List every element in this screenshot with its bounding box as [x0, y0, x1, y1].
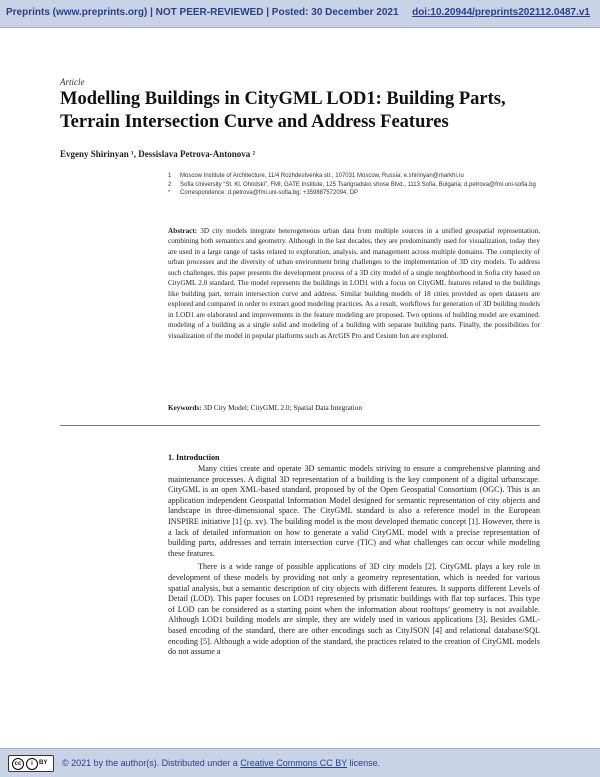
keywords — [168, 404, 540, 412]
doi-link[interactable]: doi:10.20944/preprints202112.0487.v1 — [412, 7, 590, 18]
body-paragraph: There is a wide range of possible applications of 3D city models [2]. CityGML plays a key role in development of these models by providing not only a geometry representation, which is needed for various spatial analysis, but a semantic description of city objects with different features. It supports different Levels of Detail (LOD). This paper focuses on LOD1 represented by prismatic buildings with flat top surfaces. This type of LOD can be considered as a starting point when the information about rooftops’ geometry is not available. Although LOD1 building models are simple, they are widely used in various applications [3]. Besides GML-based encoding of the standard, there are other encodings such as CityJSON [4] and relational database/SQL encoding [5]. Although a wide adoption of the standard, the practices related to the creation of CityGML models do not assume a — [168, 562, 540, 657]
section-heading: 1. Introduction — [168, 453, 220, 462]
attribution-icon: i — [26, 758, 38, 770]
keywords-text: 3D City Model; CityGML 2.0; Spatial Data Integration — [203, 404, 362, 412]
affiliation-item — [168, 189, 548, 198]
cc-license-badge[interactable] — [8, 755, 54, 772]
license-suffix: license. — [347, 758, 381, 768]
affiliation-item — [168, 172, 548, 181]
affiliation-item — [168, 181, 548, 190]
license-text — [62, 758, 380, 768]
preprint-header-bar — [0, 0, 600, 28]
paper-title: Modelling Buildings in CityGML LOD1: Building Parts, Terrain Intersection Curve and Address Features — [60, 89, 506, 132]
section-body — [168, 464, 540, 658]
cc-icon: cc — [12, 758, 24, 770]
affiliations-list — [168, 172, 548, 198]
preprint-status: Preprints (www.preprints.org) | NOT PEER-REVIEWED | Posted: 30 December 2021 — [6, 7, 399, 18]
body-paragraph: Many cities create and operate 3D semantic models striving to ensure a comprehensive planning and maintenance processes. A digital 3D representation of a building is the key component of a digital urbanscape. CityGML is an open XML-based standard, proposed by of the Open Geospatial Consortium (OGC). This is an application independent Geospatial Information Model designed for semantic representation of city objects and landscape in three-dimensional space. The CityGML standard is also a reference model in the European INSPIRE initiative [1] (p. xv). The building model is the most developed thematic concept [1]. However, there is a lack of detailed information on how to generate a valid CityGML model with a precise representation of building parts, addresses and terrain intersection curve (TIC) and what challenges can occur while modeling these features. — [168, 464, 540, 558]
affiliation-text: Sofia University “St. Kl. Ohridski”, FMI, GATE Institute, 125 Tsarigradsko shose Blvd., 1113 Sofia, Bulgaria; d.petrova@fmi.uni-sofia.bg — [180, 181, 536, 188]
keywords-label: Keywords: — [168, 404, 202, 412]
affiliation-text: Moscow Institute of Architecture, 11/4 Rozhdestvenka str., 107031 Moscow, Russia; e.shirinyan@markhi.ru — [180, 173, 464, 179]
section-divider — [60, 425, 540, 426]
affiliation-mark: 1 — [168, 173, 172, 179]
license-footer — [0, 748, 600, 777]
correspondence-text: Correspondence: d.petrova@fmi.uni-sofia.bg; +359887572094, DP — [180, 190, 359, 196]
abstract-text: 3D city models integrate heterogeneous urban data from multiple sources in a unified geospatial representation, combining both semantics and geometry. Although in the last decades, they are predominantly used for visualization, today they are used in a large range of tasks related to exploration, analysis, and management across multiple domains. The complexity of urban processes and the diversity of urban environment bring challenges to the implementation of 3D city models. To address such challenges, this paper presents the development process of a 3D city model of a single neighborhood in Sofia city based on CityGML 2.0 standard. The model represents the buildings in LOD1 with a focus on CityGML features related to the buildings like building part, terrain intersection curve and address. Similar building models of 18 cities provided as open datasets are explored and compared in order to extract good modeling practices. As a result, workflows for generation of 3D building models in LOD1 are elaborated and improvements in the feature modeling are proposed. Two options of building model are examined: modeling of a building as a single solid and modeling of a building with separate building parts. Finally, the possibilities for visualization of the model in popular platforms such as ArcGIS Pro and Cesium Ion are explored. — [168, 227, 540, 340]
article-type-label: Article — [60, 77, 85, 87]
affiliation-mark: 2 — [168, 181, 172, 188]
affiliation-mark: * — [168, 190, 171, 196]
license-prefix: © 2021 by the author(s). Distributed under a — [62, 758, 241, 768]
cc-by-text: BY — [39, 760, 48, 766]
abstract-label: Abstract: — [168, 227, 198, 235]
abstract — [168, 226, 540, 341]
author-list: Evgeny Shirinyan ¹, Dessislava Petrova-Antonova ² — [60, 149, 256, 159]
license-link[interactable]: Creative Commons CC BY — [240, 758, 348, 768]
